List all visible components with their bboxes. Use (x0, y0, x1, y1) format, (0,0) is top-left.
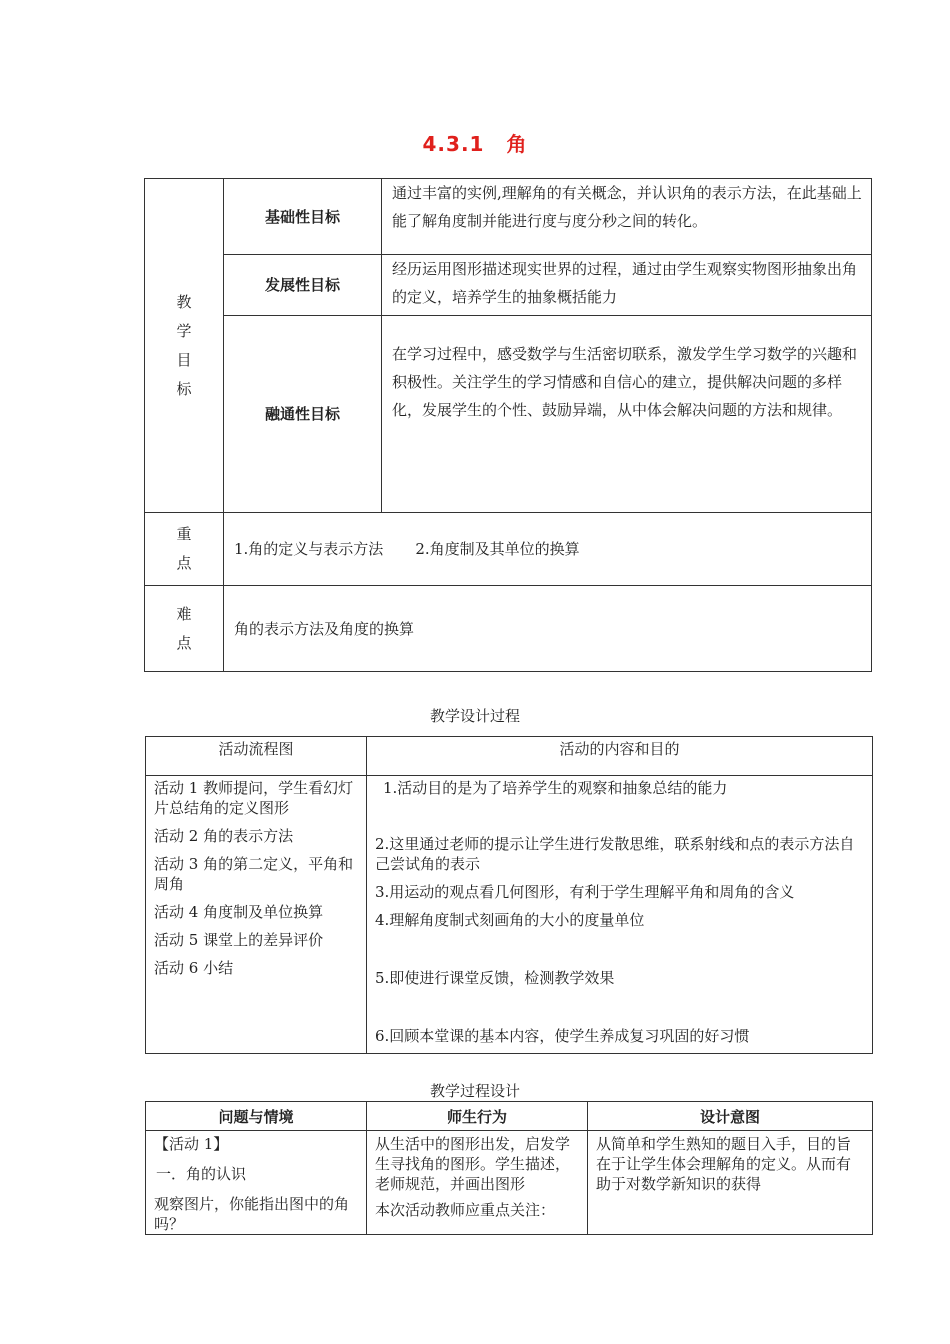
purpose-item: 1.活动目的是为了培养学生的观察和抽象总结的能力 (383, 779, 728, 797)
purpose-item: 5.即使进行课堂反馈，检测教学效果 (375, 969, 615, 987)
purpose-item: 2.这里通过老师的提示让学生进行发散思维，联系射线和点的表示方法自己尝试角的表示 (375, 835, 855, 873)
label-char: 难 (176, 604, 192, 623)
situation-cell (146, 1131, 367, 1235)
intent-text: 从简单和学生熟知的题目入手，目的旨在于让学生体会理解角的定义。从而有助于对数学新知识的获得 (596, 1135, 852, 1193)
design-header-purpose: 活动的内容和目的 (367, 737, 873, 776)
goal-development-name: 发展性目标 (224, 255, 382, 316)
label-char: 重 (176, 525, 192, 543)
activity-item: 活动 4 角度制及单位换算 (154, 903, 324, 921)
activity-tag: 【活动 1】 (154, 1135, 229, 1153)
behavior-cell (367, 1131, 588, 1235)
title-number: 4.3.1 (422, 132, 485, 156)
goal-integration-text: 在学习过程中，感受数学与生活密切联系，激发学生学习数学的兴趣和积极性。关注学生的学习情感和自信心的建立，提供解决问题的多样化，发展学生的个性、鼓励异端，从中体会解决问题的方法和规律。 (382, 316, 872, 513)
objectives-label (145, 179, 224, 513)
title-name: 角 (506, 132, 528, 156)
label-char: 学 (176, 321, 192, 340)
goal-integration-name: 融通性目标 (224, 316, 382, 513)
label-char: 标 (176, 379, 192, 398)
purpose-item: 6.回顾本堂课的基本内容，使学生养成复习巩固的好习惯 (375, 1027, 750, 1045)
behavior-text: 从生活中的图形出发，启发学生寻找角的图形。学生描述，老师规范，并画出图形 (375, 1135, 571, 1193)
key-points (224, 513, 872, 586)
process-header-behavior: 师生行为 (367, 1102, 588, 1131)
purpose-list (367, 776, 873, 1054)
question-text: 观察图片，你能指出图中的角吗？ (154, 1195, 350, 1233)
difficulty-text: 角的表示方法及角度的换算 (224, 586, 872, 672)
key-points-label (145, 513, 224, 586)
objectives-table (144, 178, 872, 672)
activity-item: 活动 3 角的第二定义，平角和周角 (154, 855, 354, 893)
activity-item: 活动 1 教师提问，学生看幻灯片总结角的定义图形 (154, 779, 354, 817)
goal-basic-name: 基础性目标 (224, 179, 382, 255)
intent-cell (588, 1131, 873, 1235)
goal-development-text: 经历运用图形描述现实世界的过程，通过由学生观察实物图形抽象出角的定义，培养学生的抽象概括能力 (382, 255, 872, 316)
goal-basic-text: 通过丰富的实例,理解角的有关概念，并认识角的表示方法，在此基础上能了解角度制并能进行度与度分秒之间的转化。 (382, 179, 872, 255)
process-table (145, 1101, 873, 1235)
activity-item: 活动 6 小结 (154, 959, 234, 977)
process-caption: 教学过程设计 (429, 1082, 520, 1100)
key-point: 1.角的定义与表示方法 (234, 540, 384, 558)
design-table (145, 736, 873, 1054)
design-header-flow: 活动流程图 (146, 737, 367, 776)
activity-list (146, 776, 367, 1054)
label-char: 目 (176, 350, 192, 369)
label-char: 教 (176, 292, 192, 311)
purpose-item: 3.用运动的观点看几何图形，有利于学生理解平角和周角的含义 (375, 883, 795, 901)
purpose-item: 4.理解角度制式刻画角的大小的度量单位 (375, 911, 645, 929)
process-header-situation: 问题与情境 (146, 1102, 367, 1131)
label-char: 点 (176, 554, 192, 572)
page-title (0, 128, 950, 157)
activity-item: 活动 2 角的表示方法 (154, 827, 294, 845)
design-caption: 教学设计过程 (429, 707, 520, 725)
process-header-intent: 设计意图 (588, 1102, 873, 1131)
key-point: 2.角度制及其单位的换算 (415, 540, 580, 558)
label-char: 点 (176, 633, 192, 652)
behavior-focus: 本次活动教师应重点关注： (375, 1201, 556, 1219)
section-heading: 一．角的认识 (156, 1165, 247, 1183)
difficulty-label (145, 586, 224, 672)
activity-item: 活动 5 课堂上的差异评价 (154, 931, 324, 949)
